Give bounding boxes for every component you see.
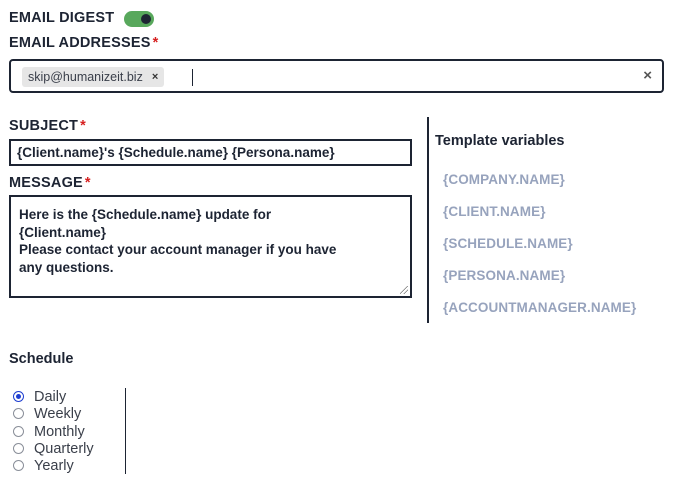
required-mark: * — [84, 175, 91, 191]
message-line: {Client.name} — [19, 224, 107, 240]
message-label-text: MESSAGE — [9, 175, 83, 191]
schedule-option-label: Monthly — [34, 423, 85, 440]
schedule-divider — [125, 388, 126, 474]
message-line: Please contact your account manager if you have — [19, 242, 337, 257]
subject-input[interactable]: {Client.name}'s {Schedule.name} {Persona.name} — [9, 139, 412, 166]
template-variable-schedule-name[interactable]: {SCHEDULE.NAME} — [443, 236, 573, 251]
radio-button[interactable] — [13, 460, 24, 471]
resize-handle-icon[interactable] — [400, 286, 408, 294]
template-variable-company-name[interactable]: {COMPANY.NAME} — [443, 172, 565, 187]
email-addresses-label — [9, 35, 158, 51]
template-variable-accountmanager-name[interactable]: {ACCOUNTMANAGER.NAME} — [443, 300, 637, 315]
email-addresses-input[interactable] — [9, 59, 664, 93]
schedule-option-yearly[interactable] — [13, 457, 74, 474]
message-line: any questions. — [19, 259, 114, 275]
email-chip-text: skip@humanizeit.biz — [28, 70, 143, 84]
required-mark: * — [80, 118, 86, 134]
template-variables-title: Template variables — [435, 133, 565, 149]
email-digest-label: EMAIL DIGEST — [9, 10, 115, 26]
subject-label — [9, 118, 86, 134]
toggle-knob — [141, 14, 151, 24]
template-variable-client-name[interactable]: {CLIENT.NAME} — [443, 204, 546, 219]
template-divider — [427, 117, 429, 323]
text-caret — [192, 69, 193, 86]
schedule-option-label: Quarterly — [34, 440, 94, 457]
radio-button[interactable] — [13, 408, 24, 419]
radio-button[interactable] — [13, 426, 24, 437]
schedule-option-label: Yearly — [34, 457, 74, 474]
required-mark: * — [152, 35, 159, 51]
schedule-option-label: Weekly — [34, 405, 82, 422]
message-label — [9, 175, 91, 191]
radio-button[interactable] — [13, 443, 24, 454]
subject-label-text: SUBJECT — [9, 118, 79, 134]
schedule-option-monthly[interactable] — [13, 423, 85, 440]
schedule-option-quarterly[interactable] — [13, 440, 94, 457]
email-digest-toggle[interactable] — [124, 11, 154, 27]
schedule-option-daily[interactable] — [13, 388, 66, 405]
template-variable-persona-name[interactable]: {PERSONA.NAME} — [443, 268, 566, 283]
schedule-option-label: Daily — [34, 388, 67, 405]
message-textarea[interactable] — [9, 195, 412, 298]
schedule-title: Schedule — [9, 351, 74, 367]
email-chip — [22, 67, 164, 87]
email-addresses-label-text: EMAIL ADDRESSES — [9, 35, 151, 51]
clear-all-icon[interactable]: × — [643, 67, 652, 84]
schedule-option-weekly[interactable] — [13, 405, 81, 422]
remove-chip-icon[interactable]: × — [151, 71, 159, 83]
message-line: Here is the {Schedule.name} update for — [19, 207, 272, 222]
radio-button-selected[interactable] — [13, 391, 24, 402]
